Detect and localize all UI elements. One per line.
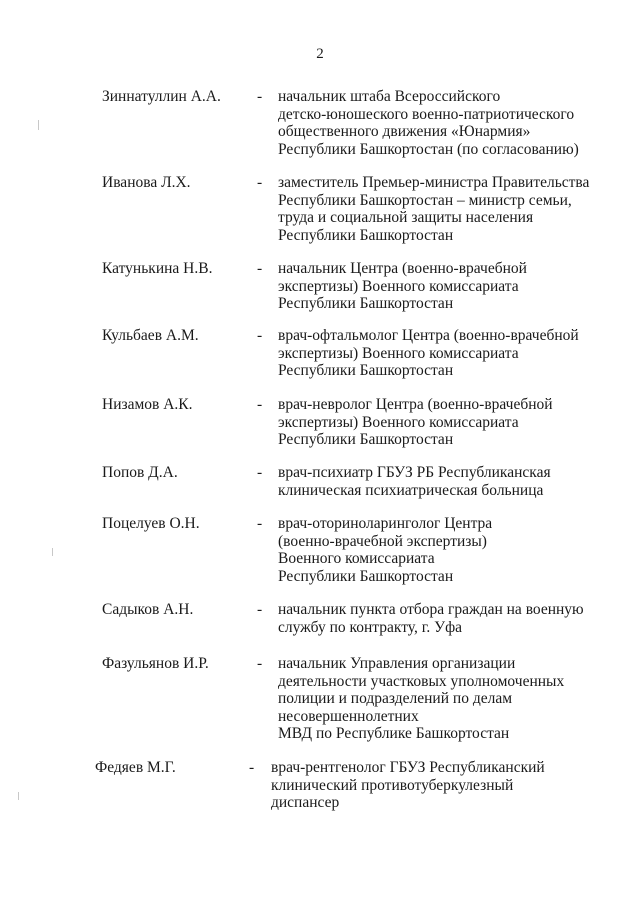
position-line: экспертизы) Военного комиссариата: [278, 413, 519, 431]
separator-dash: -: [249, 759, 255, 776]
position-line: службу по контракту, г. Уфа: [278, 618, 462, 636]
position-line: полиции и подразделений по делам: [278, 690, 513, 707]
member-position: [271, 759, 611, 812]
position-line: начальник штаба Всероссийского: [278, 88, 501, 105]
member-position: [278, 515, 618, 585]
position-line: Республики Башкортостан – министр семьи,: [278, 191, 572, 209]
position-line: Республики Башкортостан: [278, 431, 454, 448]
position-line: экспертизы) Военного комиссариата: [278, 344, 519, 362]
position-line: врач-невролог Центра (военно-врачебной: [278, 396, 553, 413]
position-line: клиническая психиатрическая больница: [278, 481, 544, 499]
position-line: экспертизы) Военного комиссариата: [278, 277, 519, 295]
scan-margin-mark: [38, 120, 39, 130]
position-line: труда и социальной защиты населения: [278, 209, 534, 226]
member-name: Низамов А.К.: [102, 396, 193, 413]
position-line: Военного комиссариата: [278, 550, 435, 567]
member-position: [278, 655, 618, 743]
member-name: Фазульянов И.Р.: [102, 655, 209, 672]
member-position: [278, 601, 618, 636]
member-position: [278, 327, 618, 380]
separator-dash: -: [257, 655, 263, 672]
member-name: Иванова Л.Х.: [102, 174, 191, 191]
member-position: [278, 260, 618, 313]
separator-dash: -: [257, 396, 263, 413]
separator-dash: -: [257, 260, 263, 277]
position-line: деятельности участковых уполномоченных: [278, 672, 565, 690]
member-name: Зиннатуллин А.А.: [102, 88, 221, 105]
position-line: заместитель Премьер-министра Правительства: [278, 174, 590, 191]
position-line: начальник пункта отбора граждан на военную: [278, 601, 584, 618]
position-line: диспансер: [271, 794, 340, 811]
member-name: Поцелуев О.Н.: [102, 515, 200, 532]
position-line: Республики Башкортостан: [278, 362, 454, 379]
scan-margin-mark: [52, 548, 53, 556]
member-position: [278, 88, 618, 158]
member-name: Катунькина Н.В.: [102, 260, 213, 277]
position-line: начальник Управления организации: [278, 655, 516, 672]
position-line: Республики Башкортостан (по согласованию): [278, 140, 579, 158]
position-line: врач-психиатр ГБУЗ РБ Республиканская: [278, 464, 551, 481]
position-line: Республики Башкортостан: [278, 295, 454, 312]
member-position: [278, 174, 618, 244]
position-line: (военно-врачебной экспертизы): [278, 532, 487, 550]
position-line: Республики Башкортостан: [278, 567, 454, 585]
separator-dash: -: [257, 88, 263, 105]
position-line: начальник Центра (военно-врачебной: [278, 260, 527, 277]
member-name: Федяев М.Г.: [95, 759, 176, 776]
separator-dash: -: [257, 327, 263, 344]
member-name: Садыков А.Н.: [102, 601, 194, 618]
scan-margin-mark: [18, 792, 19, 800]
position-line: клинический противотуберкулезный: [271, 776, 514, 794]
position-line: детско-юношеского военно-патриотического: [278, 105, 575, 123]
position-line: врач-офтальмолог Центра (военно-врачебной: [278, 327, 579, 344]
member-position: [278, 396, 618, 449]
position-line: несовершеннолетних: [278, 707, 419, 725]
member-name: Попов Д.А.: [102, 464, 178, 481]
position-line: врач-рентгенолог ГБУЗ Республиканский: [271, 759, 545, 776]
position-line: МВД по Республике Башкортостан: [278, 725, 510, 742]
member-position: [278, 464, 618, 499]
position-line: общественного движения «Юнармия»: [278, 123, 531, 140]
separator-dash: -: [257, 515, 263, 532]
separator-dash: -: [257, 464, 263, 481]
position-line: Республики Башкортостан: [278, 226, 454, 244]
position-line: врач-оториноларинголог Центра: [278, 515, 493, 532]
member-name: Кульбаев А.М.: [102, 327, 199, 344]
separator-dash: -: [257, 601, 263, 618]
page-number: 2: [316, 46, 324, 62]
separator-dash: -: [257, 174, 263, 191]
